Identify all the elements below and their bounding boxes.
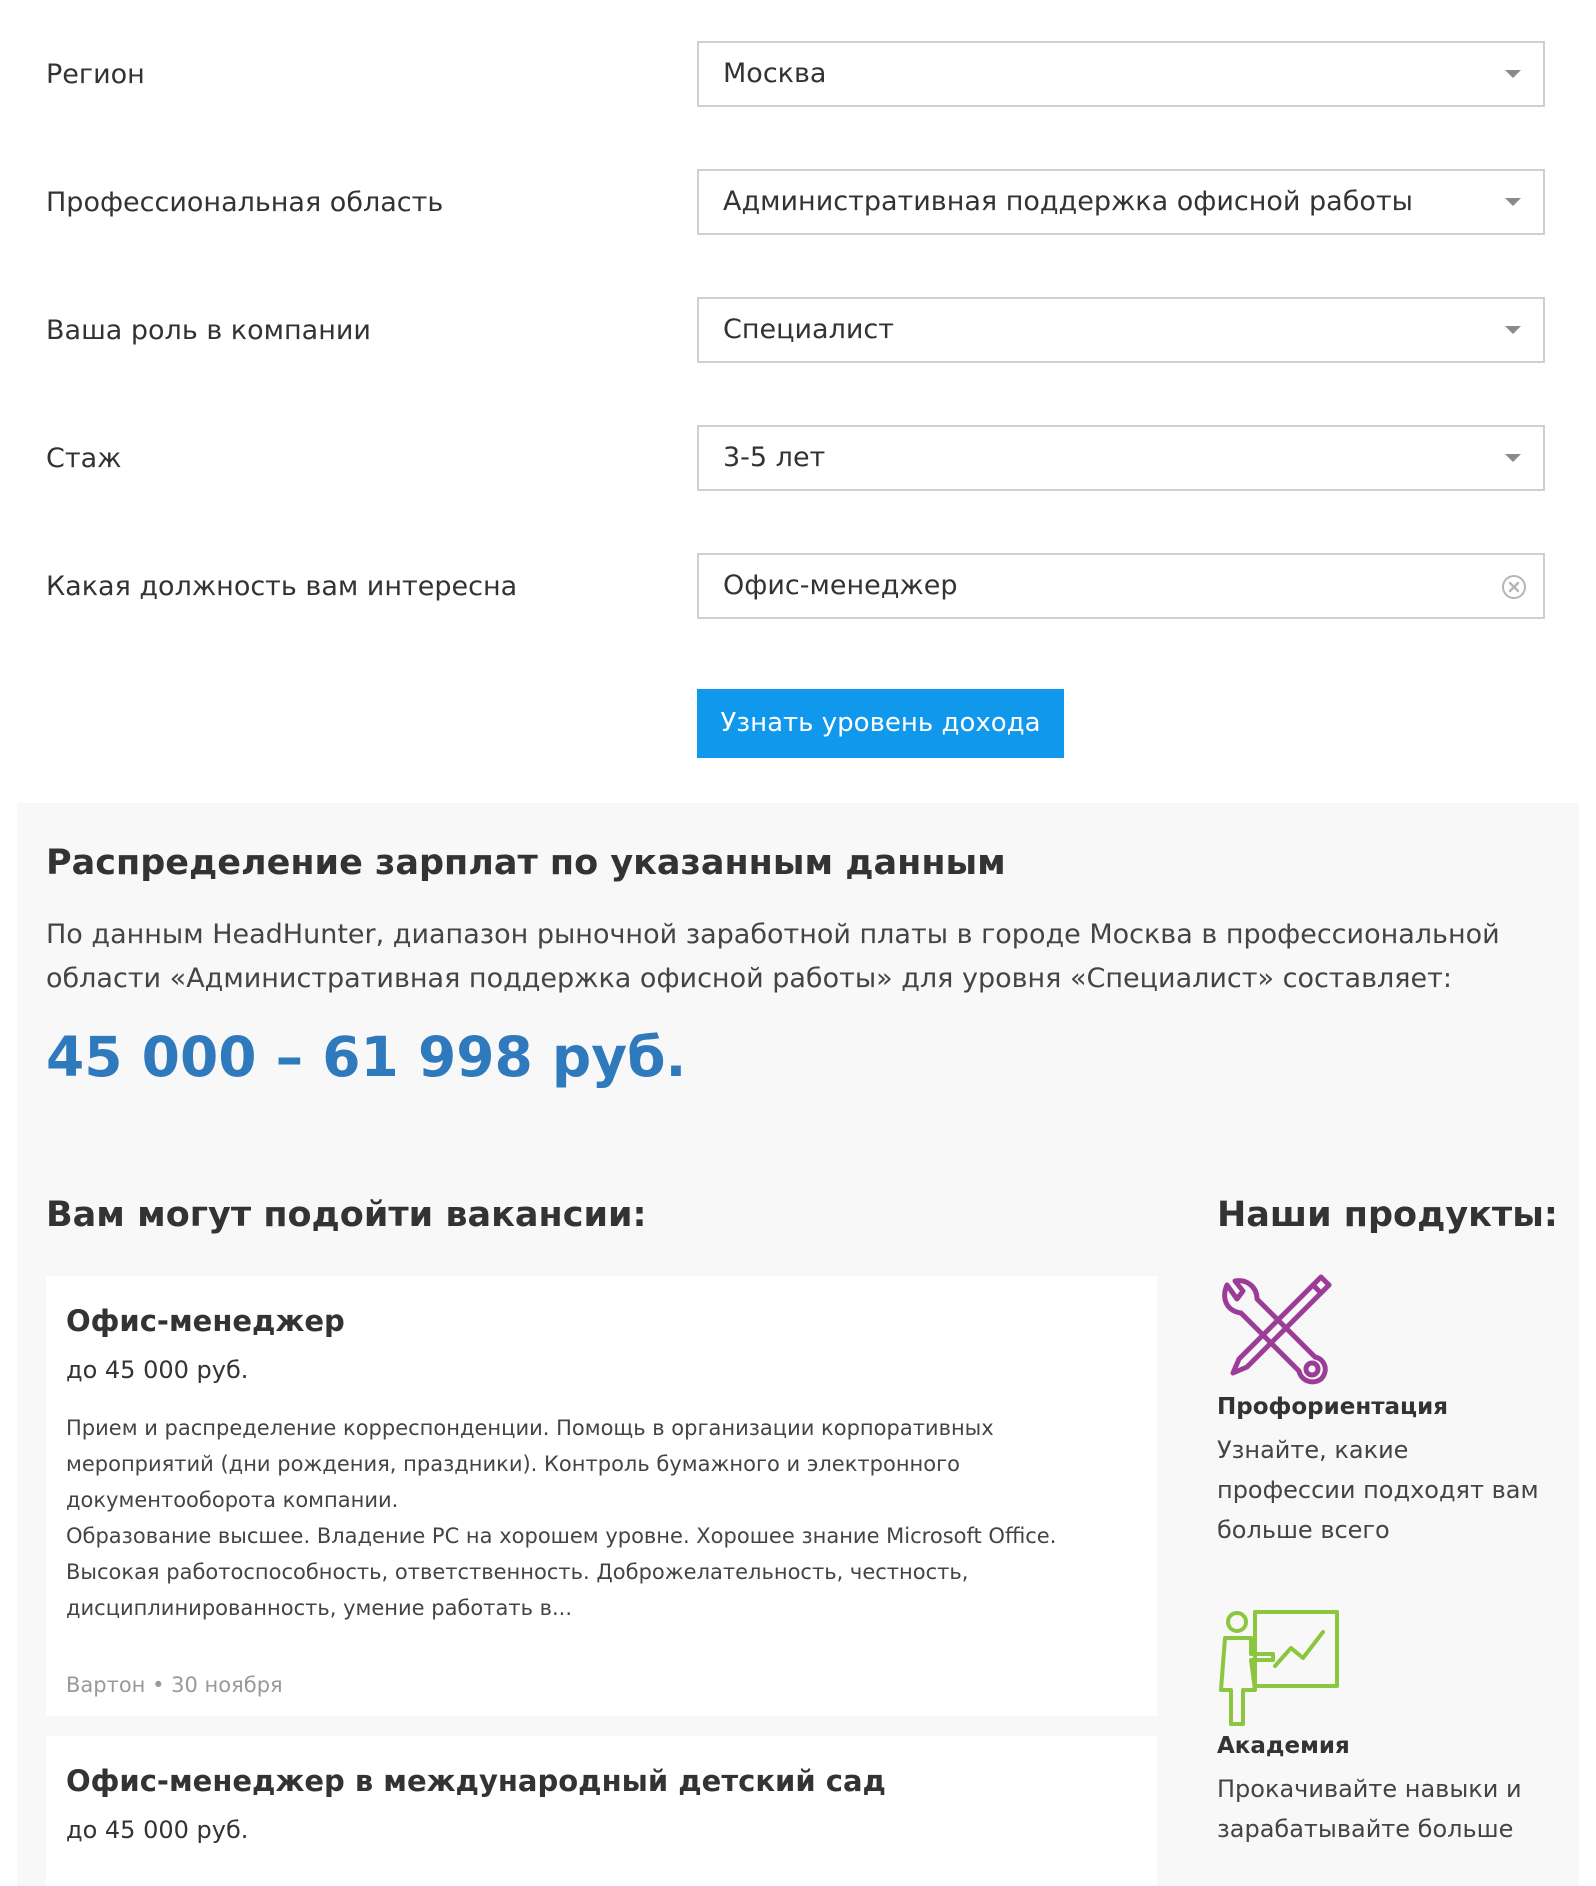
vacancy-meta: Вартон • 30 ноября xyxy=(66,1673,283,1697)
result-panel xyxy=(17,803,1579,1886)
chevron-down-icon xyxy=(1505,198,1521,206)
form-row-experience xyxy=(0,425,1596,495)
region-select-value: Москва xyxy=(723,58,827,89)
tools-icon xyxy=(1217,1271,1335,1389)
form-row-region xyxy=(0,41,1596,111)
chevron-down-icon xyxy=(1505,454,1521,462)
position-input[interactable] xyxy=(697,553,1545,619)
position-label: Какая должность вам интересна xyxy=(46,571,518,602)
vacancy-card[interactable] xyxy=(46,1736,1157,1886)
prof-area-select[interactable] xyxy=(697,169,1545,235)
role-label: Ваша роль в компании xyxy=(46,315,371,346)
product-name[interactable]: Профориентация xyxy=(1217,1394,1448,1420)
vacancy-responsibilities: Прием и распределение корреспонденции. Помощь в организации корпоративных мероприятий (дни рождения, праздники). Контроль бумажного и электронного документооборота компании. xyxy=(66,1416,994,1512)
vacancies-title: Вам могут подойти вакансии: xyxy=(46,1195,647,1235)
clear-icon[interactable] xyxy=(1501,574,1527,600)
role-select[interactable] xyxy=(697,297,1545,363)
experience-label: Стаж xyxy=(46,443,122,474)
chevron-down-icon xyxy=(1505,326,1521,334)
product-description: Узнайте, какие профессии подходят вам больше всего xyxy=(1217,1436,1539,1544)
product-name[interactable]: Академия xyxy=(1217,1733,1350,1759)
vacancy-salary: до 45 000 руб. xyxy=(66,1356,249,1384)
region-select[interactable] xyxy=(697,41,1545,107)
products-title: Наши продукты: xyxy=(1217,1195,1558,1235)
teacher-icon xyxy=(1217,1608,1342,1728)
product-description: Прокачивайте навыки и зарабатывайте больше xyxy=(1217,1775,1522,1843)
vacancy-card[interactable] xyxy=(46,1276,1157,1716)
experience-select-value: 3-5 лет xyxy=(723,442,826,473)
vacancy-salary: до 45 000 руб. xyxy=(66,1816,249,1844)
vacancy-requirements: Образование высшее. Владение PC на хорошем уровне. Хорошее знание Microsoft Office. Высокая работоспособность, ответственность. Доброжелательность, честность, дисциплинированность, умение работать в... xyxy=(66,1524,1057,1620)
result-title: Распределение зарплат по указанным данным xyxy=(46,843,1006,883)
prof-area-select-value: Административная поддержка офисной работы xyxy=(723,186,1413,217)
position-input-value: Офис-менеджер xyxy=(723,570,958,601)
form-row-role xyxy=(0,297,1596,367)
form-row-position xyxy=(0,553,1596,623)
get-income-button[interactable]: Узнать уровень дохода xyxy=(697,689,1064,758)
vacancy-description xyxy=(66,1410,1136,1626)
region-label: Регион xyxy=(46,59,145,90)
vacancy-title-link[interactable]: Офис-менеджер в международный детский сад xyxy=(66,1764,886,1798)
experience-select[interactable] xyxy=(697,425,1545,491)
chevron-down-icon xyxy=(1505,70,1521,78)
result-text: По данным HeadHunter, диапазон рыночной заработной платы в городе Москва в профессиональной области «Административная поддержка офисной работы» для уровня «Специалист» составляет: xyxy=(46,919,1500,994)
form-row-prof-area xyxy=(0,169,1596,239)
salary-range: 45 000 – 61 998 руб. xyxy=(46,1025,687,1089)
role-select-value: Специалист xyxy=(723,314,894,345)
vacancy-title-link[interactable]: Офис-менеджер xyxy=(66,1304,345,1338)
prof-area-label: Профессиональная область xyxy=(46,187,444,218)
